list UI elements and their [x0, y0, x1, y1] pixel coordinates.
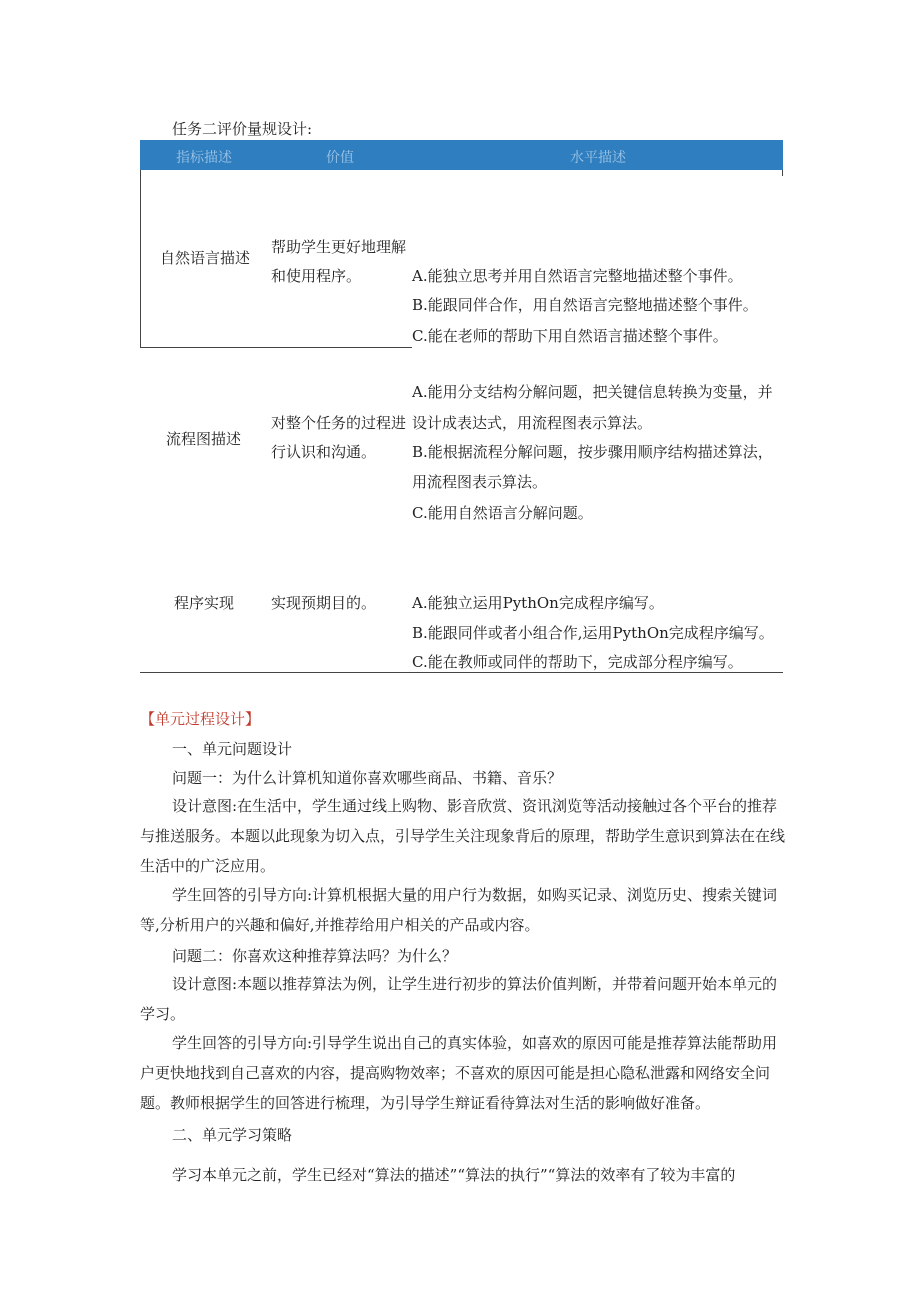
q1-answer-direction: 学生回答的引导方向:计算机根据大量的用户行为数据，如购买记录、浏览历史、搜索关键词等,分析用户的兴趣和偏好,并推荐给用户相关的产品或内容。 [140, 886, 778, 934]
question-one: 问题一：为什么计算机知道你喜欢哪些商品、书籍、音乐？ [172, 769, 563, 787]
q1-design-intent: 设计意图:在生活中，学生通过线上购物、影音欣赏、资讯浏览等活动接触过各个平台的推荐与推送服务。本题以此现象为切入点，引导学生关注现象背后的原理，帮助学生意识到算法在在线生活中的广泛应用。 [140, 797, 786, 875]
section1-title: 一、单元问题设计 [172, 740, 293, 758]
unit-process-heading: 【单元过程设计】 [140, 710, 261, 728]
q2-answer-direction: 学生回答的引导方向:引导学生说出自己的真实体验，如喜欢的原因可能是推荐算法能帮助用户更快地找到自己喜欢的内容，提高购物效率；不喜欢的原因可能是担心隐私泄露和网络安全问题。教师根据学生的回答进行梳理，为引导学生辩证看待算法对生活的影响做好准备。 [140, 1034, 778, 1112]
table-header [140, 140, 783, 170]
row3-value-line1: 实现预期目的。 [271, 594, 377, 612]
row1-level-a: A.能独立思考并用自然语言完整地描述整个事件。 [412, 267, 743, 285]
row2-level-b2: 用流程图表示算法。 [412, 473, 548, 491]
row1-indicator: 自然语言描述 [160, 249, 251, 267]
strategy-paragraph: 学习本单元之前，学生已经对“算法的描述”“算法的执行”“算法的效率有了较为丰富的 [172, 1166, 736, 1184]
table-left-border [140, 170, 141, 348]
row2-level-a2: 设计成表达式，用流程图表示算法。 [412, 414, 653, 432]
row1-level-c: C.能在老师的帮助下用自然语言描述整个事件。 [412, 327, 728, 345]
row2-level-c: C.能用自然语言分解问题。 [412, 504, 593, 522]
question-two: 问题二：你喜欢这种推荐算法吗？为什么？ [172, 947, 458, 965]
row3-level-c: C.能在教师或同伴的帮助下，完成部分程序编写。 [412, 653, 743, 671]
row3-indicator: 程序实现 [174, 594, 235, 612]
row1-level-b: B.能跟同伴合作，用自然语言完整地描述整个事件。 [412, 296, 758, 314]
table-caption: 任务二评价量规设计: [172, 120, 313, 138]
header-level: 水平描述 [570, 150, 626, 166]
table-right-border [782, 170, 783, 176]
row2-level-a1: A.能用分支结构分解问题，把关键信息转换为变量，并 [412, 383, 773, 401]
row1-value-line1: 帮助学生更好地理解 [271, 238, 407, 256]
row2-value-line2: 行认识和沟通。 [271, 443, 377, 461]
row3-level-b: B.能跟同伴或者小组合作,运用PythOn完成程序编写。 [412, 624, 774, 642]
header-value: 价值 [326, 150, 354, 166]
row2-level-b1: B.能根据流程分解问题，按步骤用顺序结构描述算法， [412, 443, 773, 461]
q2-design-intent: 设计意图:本题以推荐算法为例，让学生进行初步的算法价值判断，并带着问题开始本单元的学习。 [140, 975, 778, 1023]
section2-title: 二、单元学习策略 [172, 1126, 293, 1144]
row2-value-line1: 对整个任务的过程进 [271, 414, 407, 432]
header-indicator: 指标描述 [176, 150, 232, 166]
row1-value-line2: 和使用程序。 [271, 267, 362, 285]
row3-level-a: A.能独立运用PythOn完成程序编写。 [412, 594, 664, 612]
row2-indicator: 流程图描述 [166, 430, 242, 448]
row1-bottom-rule [140, 347, 412, 348]
